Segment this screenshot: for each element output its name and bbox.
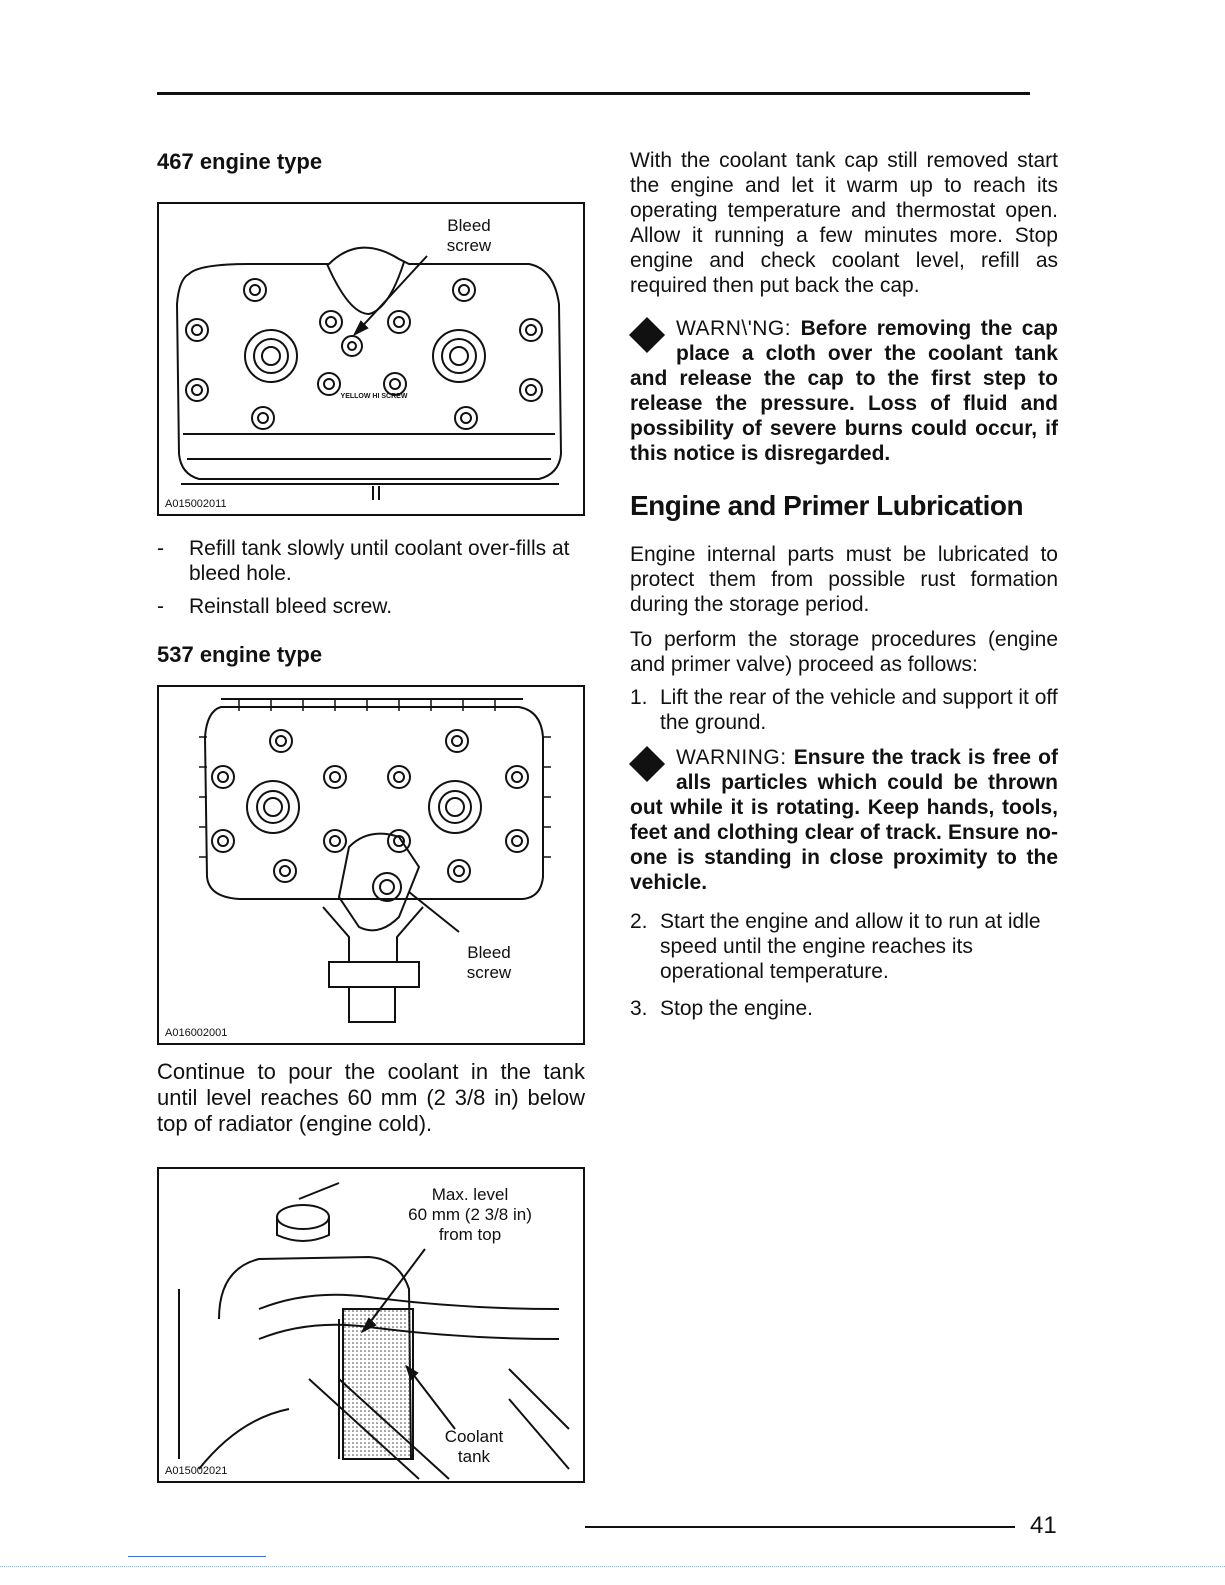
bullet-text: Refill tank slowly until coolant over-fills at bleed hole. xyxy=(189,537,570,585)
bullet-text: Reinstall bleed screw. xyxy=(189,595,393,618)
bullet-dash: - xyxy=(157,595,164,618)
fig3-label-max-level: Max. level 60 mm (2 3/8 in) from top xyxy=(408,1185,532,1244)
warning-label: WARN\'NG: xyxy=(676,317,792,340)
step-number: 3. xyxy=(630,997,648,1020)
warning-label: WARNING: xyxy=(676,746,787,769)
fig1-label-bleed-screw: Bleed screw xyxy=(446,216,492,255)
left-column xyxy=(157,148,585,1483)
scan-artifact-line xyxy=(128,1556,266,1557)
step-number: 2. xyxy=(630,910,648,933)
top-rule xyxy=(157,92,1030,95)
heading-467-engine: 467 engine type xyxy=(157,149,323,174)
bullet-dash: - xyxy=(157,537,164,560)
warning-icon xyxy=(630,745,672,791)
list-item xyxy=(157,594,585,619)
list-item xyxy=(630,909,1058,984)
fig1-code: A015002011 xyxy=(165,498,227,510)
figure-537-cylinder-head xyxy=(157,685,585,1045)
section-title: Engine and Primer Lubrication xyxy=(630,490,1024,521)
paragraph-lubrication: Engine internal parts must be lubricated to protect them from possible rust formation during the storage period. xyxy=(630,543,1058,616)
page-number: 41 xyxy=(1030,1512,1057,1539)
warning-icon xyxy=(630,316,672,362)
fig3-label-coolant-tank: Coolant tank xyxy=(444,1427,504,1466)
fig2-code: A016002001 xyxy=(165,1027,228,1039)
warning-block-track xyxy=(630,745,1058,895)
cylinder-head-537-illustration xyxy=(159,687,583,1043)
cylinder-head-467-illustration xyxy=(159,204,583,514)
list-item xyxy=(630,996,1058,1021)
right-column xyxy=(630,148,1058,1021)
intro-paragraph: With the coolant tank cap still removed start the engine and let it warm up to reach its operating temperature and thermostat open. Allow it running a few minutes more. Stop engine and check coolant level, refill as required then put back the cap. xyxy=(630,149,1058,297)
fig3-code: A015002021 xyxy=(165,1465,228,1477)
list-item xyxy=(630,685,1058,735)
paragraph-procedure: To perform the storage procedures (engine and primer valve) proceed as follows: xyxy=(630,628,1058,676)
continue-paragraph: Continue to pour the coolant in the tank until level reaches 60 mm (2 3/8 in) below top of radiator (engine cold). xyxy=(157,1059,585,1136)
heading-537-engine: 537 engine type xyxy=(157,642,323,667)
step-text: Start the engine and allow it to run at idle speed until the engine reaches its operational temperature. xyxy=(660,910,1041,983)
list-item xyxy=(157,536,585,586)
fig1-inscription: YELLOW HI SCREW xyxy=(340,393,408,400)
figure-coolant-tank xyxy=(157,1167,585,1483)
bottom-rule xyxy=(585,1526,1015,1528)
warning-text: Before removing the cap place a cloth over the coolant tank and release the cap to the first step to release the pressure. Loss of fluid and possibility of severe burns could occur, if this notice is disregarded. xyxy=(630,317,1058,465)
figure-467-cylinder-head xyxy=(157,202,585,516)
scan-artifact-dotted xyxy=(0,1566,1225,1567)
step-text: Stop the engine. xyxy=(660,997,813,1020)
step-text: Lift the rear of the vehicle and support it off the ground. xyxy=(660,686,1058,734)
warning-block-cap xyxy=(630,316,1058,466)
fig2-label-bleed-screw: Bleed screw xyxy=(466,943,512,982)
step-number: 1. xyxy=(630,686,648,709)
warning-text: Ensure the track is free of alls particles which could be thrown out while it is rotating. Keep hands, tools, feet and clothing clear of track. Ensure no-one is standing in close proximity to the vehicle. xyxy=(630,746,1058,894)
